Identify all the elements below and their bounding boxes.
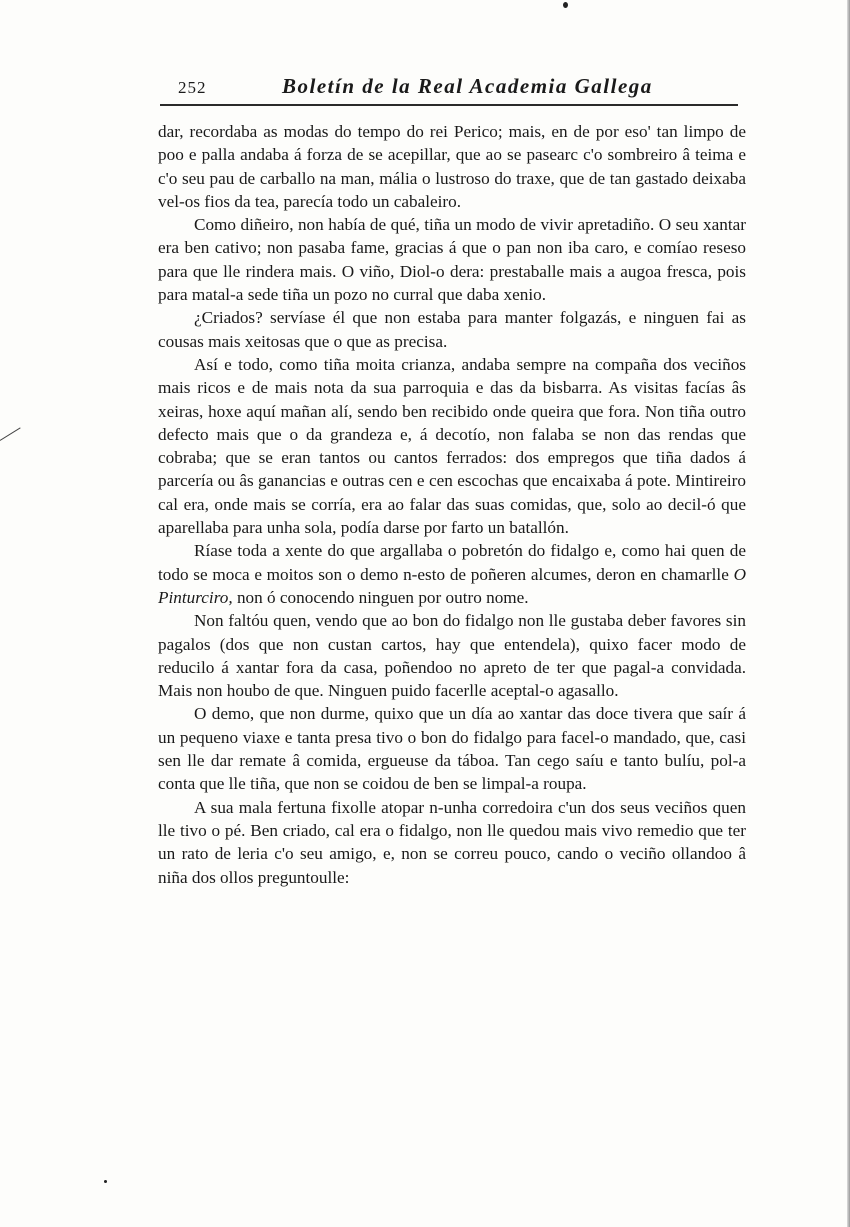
- page-number: 252: [178, 78, 207, 97]
- body-text: [158, 120, 746, 889]
- paragraph-7: O demo, que non durme, quixo que un día ao xantar das doce tivera que saír á un pequeno viaxe e tanta presa tivo o bon do fidalgo para facel-o mandado, que, casi sen lle dar remate â comida, ergueuse da táboa. Tan cego saíu e tanto bulíu, pol-a conta que lle tiña, que non se coidou de ben se limpal-a roupa.: [158, 704, 746, 794]
- paragraph-5: Ríase toda a xente do que argallaba o pobretón do fidalgo e, como hai quen de todo se moca e moitos son o demo n-esto de poñeren alcumes, deron en chamarlle O Pinturciro, non ó conocendo ninguen por outro nome.: [158, 541, 746, 607]
- paragraph-8: A sua mala fertuna fixolle atopar n-unha corredoira c'un dos seus veciños quen lle tivo o pé. Ben criado, cal era o fidalgo, non lle quedou mais vivo remedio que ter un rato de leria c'o seu amigo, e, non se correu pouco, cando o veciño ollandoo â niña dos ollos preguntoulle:: [158, 797, 746, 887]
- paragraph-1: dar, recordaba as modas do tempo do rei Perico; mais, en de por eso' tan limpo de poo e palla andaba á forza de se acepillar, que ao se pasearc c'o sombreiro â teima e c'o seu pau de carballo na man, mália o lustroso do traxe, que de tan gastado deixaba vel-os fios da tea, parecía todo un cabaleiro.: [158, 122, 746, 211]
- nickname-italic: O Pinturciro,: [158, 564, 746, 607]
- paragraph-2: Como diñeiro, non había de qué, tiña un modo de vivir apretadiño. O seu xantar era ben cativo; non pasaba fame, gracias á que o pan non iba caro, e comíao reseso para que lle rindera mais. O viño, Diol-o dera: prestaballe mais a augoa fresca, pois para matal-a sede tiña un pozo no curral que daba xenio.: [158, 215, 746, 305]
- margin-mark: [0, 427, 21, 441]
- paragraph-6: Non faltóu quen, vendo que ao bon do fidalgo non lle gustaba deber favores sin pagalos (dos que non custan cartos, hay que entendela), quixo facer modo de reducilo á xantar fora da casa, poñendoo no apreto de ter que pagal-a convidada. Mais non houbo de que. Ninguen puido facerlle aceptal-o agasallo.: [158, 611, 746, 701]
- paragraph-3: ¿Criados? servíase él que non estaba para manter folgazás, e ninguen fai as cousas mais xeitosas que o que as precisa.: [158, 308, 746, 351]
- scan-speck: [104, 1180, 107, 1183]
- running-title: Boletín de la Real Academia Gallega: [282, 74, 653, 98]
- header-rule: [160, 104, 738, 106]
- page-header: [160, 72, 738, 106]
- scan-speck: [563, 2, 568, 8]
- paragraph-4: Así e todo, como tiña moita crianza, andaba sempre na compaña dos veciños mais ricos e de mais nota da sua parroquia e das da bisbarra. As visitas facías âs xeiras, hoxe aquí mañan alí, sendo ben recibido onde queira que fora. Non tiña outro defecto mais que o da grandeza e, á decotío, non falaba se non das rendas que cobraba; que se eran tantos ou cantos ferrados: dos empregos que tiña dados á parcería ou âs ganancias e outras cen e cen escochas que encaixaba á pote. Mintireiro cal era, onde mais se corría, era ao falar das suas comidas, que, solo ao decil-ó que aparellaba para unha sola, podía darse por farto un batallón.: [158, 354, 746, 538]
